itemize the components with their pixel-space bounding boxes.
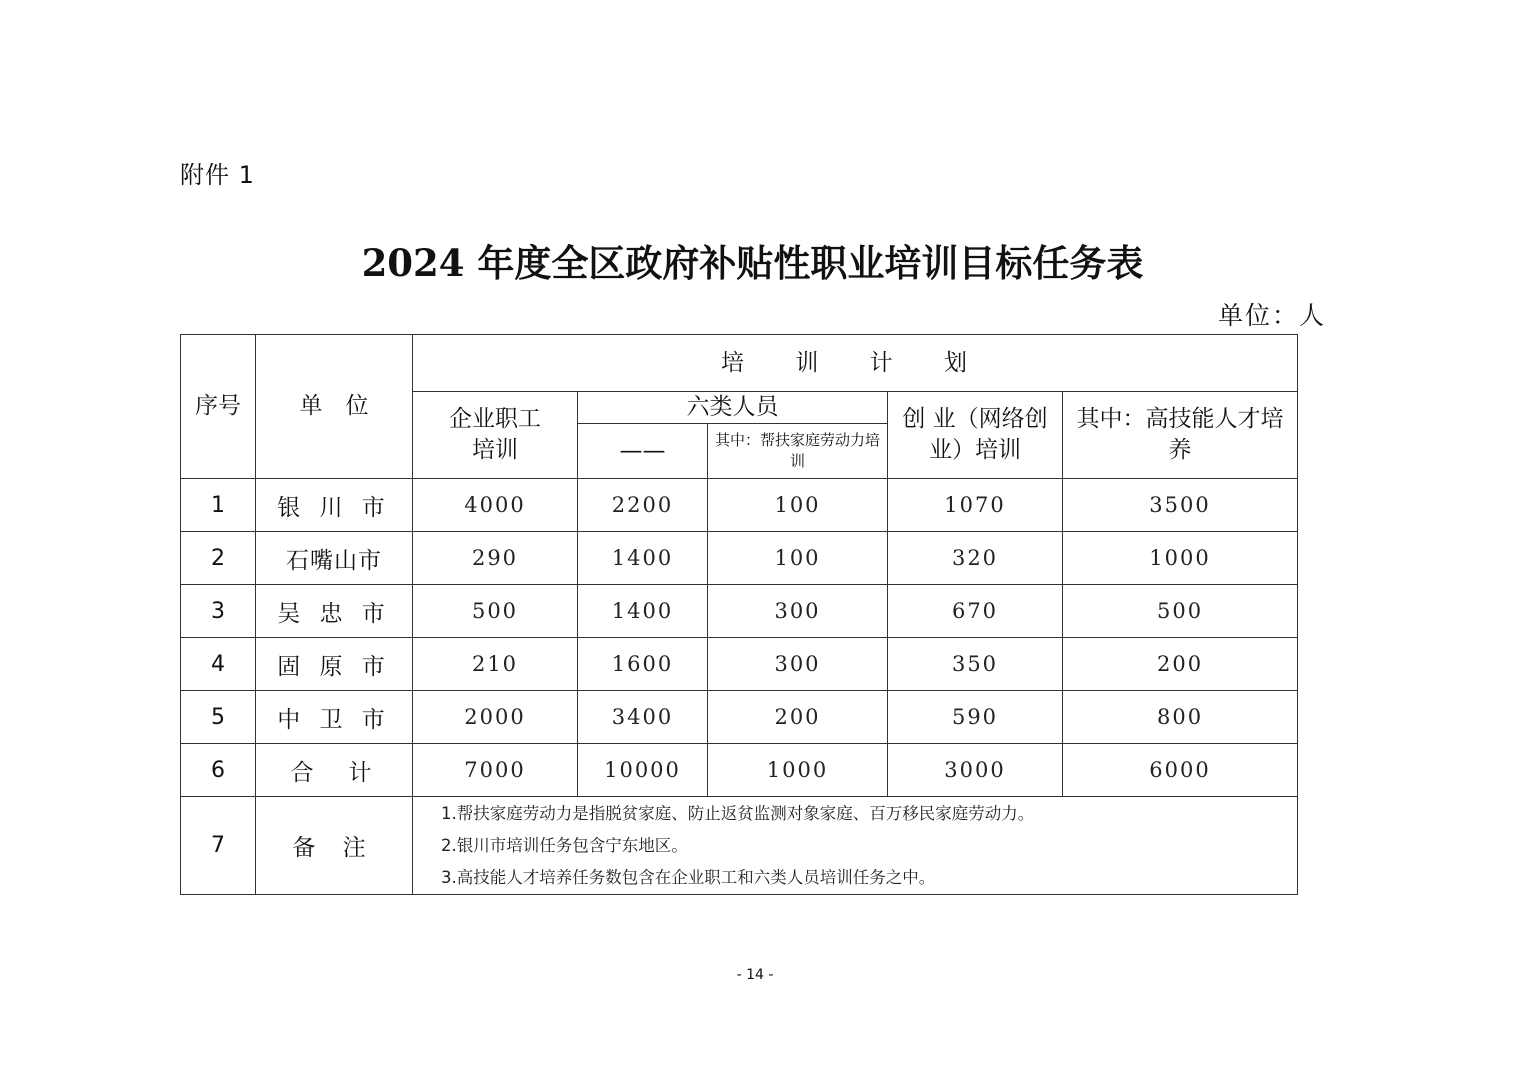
cell-six-total: 10000 — [578, 744, 708, 797]
row-index: 1 — [181, 479, 256, 532]
table-row — [181, 479, 1298, 532]
row-index: 5 — [181, 691, 256, 744]
header-plan: 培 训 计 划 — [413, 335, 1298, 392]
cell-startup: 350 — [888, 638, 1063, 691]
header-six-categories: 六类人员 — [578, 392, 888, 424]
row-unit: 银 川 市 — [256, 479, 413, 532]
cell-six-total: 1600 — [578, 638, 708, 691]
cell-six-support: 100 — [708, 479, 888, 532]
row-index: 4 — [181, 638, 256, 691]
header-startup: 创 业（网络创业）培训 — [888, 392, 1063, 479]
cell-enterprise: 290 — [413, 532, 578, 585]
cell-skilled: 3500 — [1063, 479, 1298, 532]
header-six-support: 其中：帮扶家庭劳动力培训 — [708, 424, 888, 479]
cell-enterprise: 210 — [413, 638, 578, 691]
cell-six-total: 3400 — [578, 691, 708, 744]
row-index: 3 — [181, 585, 256, 638]
header-enterprise: 企业职工培训 — [413, 392, 578, 479]
note-item: 3.高技能人才培养任务数包含在企业职工和六类人员培训任务之中。 — [441, 867, 936, 887]
cell-skilled: 800 — [1063, 691, 1298, 744]
document-title: 2024 年度全区政府补贴性职业培训目标任务表 — [361, 241, 1144, 285]
table-row-notes — [181, 797, 1298, 895]
cell-startup: 1070 — [888, 479, 1063, 532]
table-row — [181, 585, 1298, 638]
row-unit: 石嘴山市 — [256, 532, 413, 585]
note-item: 2.银川市培训任务包含宁东地区。 — [441, 835, 688, 855]
cell-six-total: 1400 — [578, 532, 708, 585]
cell-startup: 320 — [888, 532, 1063, 585]
unit-label: 单位：人 — [1217, 301, 1326, 330]
cell-six-support: 100 — [708, 532, 888, 585]
cell-six-support: 200 — [708, 691, 888, 744]
cell-enterprise: 500 — [413, 585, 578, 638]
row-index: 6 — [181, 744, 256, 797]
attachment-label: 附件 1 — [180, 161, 255, 189]
note-item: 1.帮扶家庭劳动力是指脱贫家庭、防止返贫监测对象家庭、百万移民家庭劳动力。 — [441, 803, 1035, 823]
task-table — [180, 334, 1298, 895]
cell-enterprise: 4000 — [413, 479, 578, 532]
cell-six-total: 2200 — [578, 479, 708, 532]
cell-enterprise: 2000 — [413, 691, 578, 744]
header-skilled: 其中：高技能人才培养 — [1063, 392, 1298, 479]
cell-startup: 590 — [888, 691, 1063, 744]
row-index: 2 — [181, 532, 256, 585]
cell-skilled: 6000 — [1063, 744, 1298, 797]
row-unit: 中 卫 市 — [256, 691, 413, 744]
cell-skilled: 200 — [1063, 638, 1298, 691]
notes-label: 备 注 — [256, 797, 413, 895]
notes-cell — [413, 797, 1298, 895]
header-six-total: —— — [578, 424, 708, 479]
table-row — [181, 691, 1298, 744]
row-unit: 合 计 — [256, 744, 413, 797]
cell-six-total: 1400 — [578, 585, 708, 638]
row-unit: 固 原 市 — [256, 638, 413, 691]
header-unit: 单 位 — [256, 335, 413, 479]
table-row — [181, 638, 1298, 691]
cell-skilled: 1000 — [1063, 532, 1298, 585]
cell-startup: 3000 — [888, 744, 1063, 797]
row-unit: 吴 忠 市 — [256, 585, 413, 638]
cell-six-support: 300 — [708, 638, 888, 691]
cell-startup: 670 — [888, 585, 1063, 638]
cell-six-support: 300 — [708, 585, 888, 638]
cell-skilled: 500 — [1063, 585, 1298, 638]
header-index: 序号 — [181, 335, 256, 479]
cell-enterprise: 7000 — [413, 744, 578, 797]
cell-six-support: 1000 — [708, 744, 888, 797]
row-index: 7 — [181, 797, 256, 895]
table-row — [181, 532, 1298, 585]
page-number: - 14 - — [736, 967, 774, 983]
table-row-total — [181, 744, 1298, 797]
